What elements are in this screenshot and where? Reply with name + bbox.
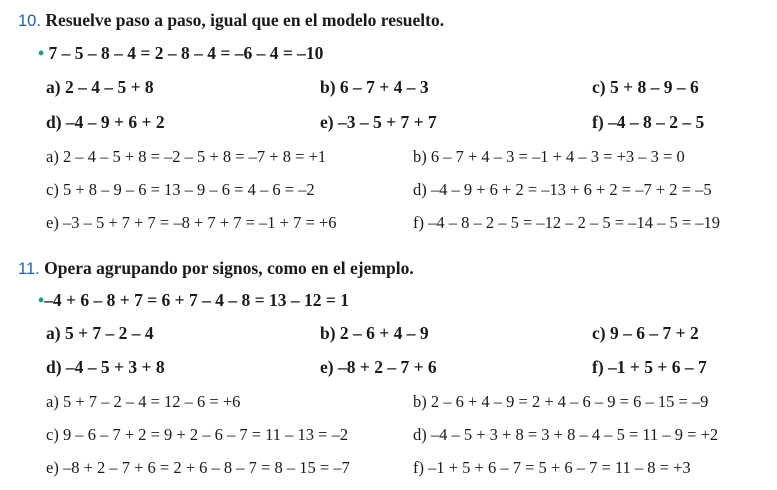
answer-11a: a) 5 + 7 – 2 – 4 = 12 – 6 = +6 [46, 392, 241, 411]
answer-11c: c) 9 – 6 – 7 + 2 = 9 + 2 – 6 – 7 = 11 – 13 = –2 [46, 425, 349, 444]
exercise-10-heading [18, 9, 444, 32]
model-example: 7 – 5 – 8 – 4 = 2 – 8 – 4 = –6 – 4 = –10 [48, 43, 324, 63]
exercise-number: 10. [18, 12, 41, 30]
problem-10e: e) –3 – 5 + 7 + 7 [320, 112, 437, 132]
answer-10a: a) 2 – 4 – 5 + 8 = –2 – 5 + 8 = –7 + 8 = +1 [46, 147, 327, 166]
problem-11b: b) 2 – 6 + 4 – 9 [320, 323, 429, 343]
problem-11d: d) –4 – 5 + 3 + 8 [46, 357, 165, 377]
exercise-title: Resuelve paso a paso, igual que en el modelo resuelto. [45, 10, 445, 30]
problem-11e: e) –8 + 2 – 7 + 6 [320, 357, 437, 377]
problem-11c: c) 9 – 6 – 7 + 2 [592, 323, 699, 343]
exercise-number: 11. [18, 260, 40, 278]
problem-10a: a) 2 – 4 – 5 + 8 [46, 77, 154, 97]
answer-10c: c) 5 + 8 – 9 – 6 = 13 – 9 – 6 = 4 – 6 = –2 [46, 180, 315, 199]
problem-11a: a) 5 + 7 – 2 – 4 [46, 323, 154, 343]
answer-11e: e) –8 + 2 – 7 + 6 = 2 + 6 – 8 – 7 = 8 – 15 = –7 [46, 458, 350, 477]
answer-11b: b) 2 – 6 + 4 – 9 = 2 + 4 – 6 – 9 = 6 – 15 = –9 [413, 392, 709, 411]
problem-10f: f) –4 – 8 – 2 – 5 [592, 112, 705, 132]
bullet-icon: • [38, 290, 45, 310]
exercise-title: Opera agrupando por signos, como en el ejemplo. [44, 258, 414, 278]
model-example: –4 + 6 – 8 + 7 = 6 + 7 – 4 – 8 = 13 – 12 = 1 [44, 290, 349, 310]
answer-10b: b) 6 – 7 + 4 – 3 = –1 + 4 – 3 = +3 – 3 = 0 [413, 147, 685, 166]
exercise-11-model [38, 289, 349, 311]
problem-10c: c) 5 + 8 – 9 – 6 [592, 77, 699, 97]
problem-10b: b) 6 – 7 + 4 – 3 [320, 77, 429, 97]
answer-10f: f) –4 – 8 – 2 – 5 = –12 – 2 – 5 = –14 – 5 = –19 [413, 213, 721, 232]
answer-11f: f) –1 + 5 + 6 – 7 = 5 + 6 – 7 = 11 – 8 = +3 [413, 458, 691, 477]
answer-11d: d) –4 – 5 + 3 + 8 = 3 + 8 – 4 – 5 = 11 – 9 = +2 [413, 425, 719, 444]
answer-10d: d) –4 – 9 + 6 + 2 = –13 + 6 + 2 = –7 + 2 = –5 [413, 180, 712, 199]
answer-10e: e) –3 – 5 + 7 + 7 = –8 + 7 + 7 = –1 + 7 = +6 [46, 213, 337, 232]
bullet-icon: • [38, 43, 45, 63]
exercise-10-model [38, 42, 323, 64]
problem-10d: d) –4 – 9 + 6 + 2 [46, 112, 165, 132]
problem-11f: f) –1 + 5 + 6 – 7 [592, 357, 707, 377]
exercise-11-heading [18, 257, 414, 280]
